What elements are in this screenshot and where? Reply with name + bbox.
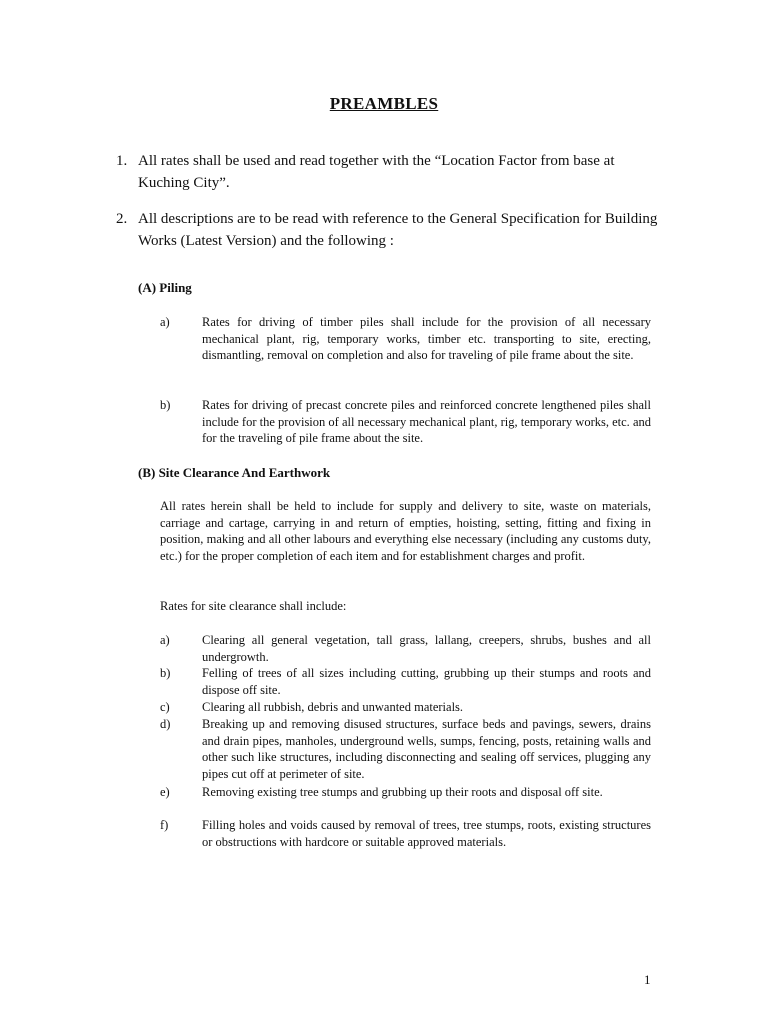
list-item-label: b) — [160, 398, 171, 412]
list-item-text: Clearing all rubbish, debris and unwanted materials. — [202, 700, 464, 714]
list-item-text: Rates for driving of timber piles shall include for the provision of all necessary mechanical plant, rig, temporary works, timber etc. transporting to site, erecting, dismantling, removal on completion and also for traveling of pile frame about the site. — [202, 315, 651, 363]
list-item-text: Breaking up and removing disused structures, surface beds and pavings, sewers, drains and drain pipes, manholes, underground wells, sumps, fencing, posts, retaining walls and other such like structures, including disconnecting and sealing off services, plugging any pipes cut off at perimeter of site. — [202, 717, 651, 781]
section-lead-text: Rates for site clearance shall include: — [160, 599, 347, 613]
item-text-1: All rates shall be used and read together with the “Location Factor from base at Kuching City”. — [138, 153, 615, 191]
list-item-label: d) — [160, 717, 171, 731]
list-item-label: c) — [160, 700, 170, 714]
page-title: PREAMBLES — [329, 94, 439, 113]
list-item-text: Rates for driving of precast concrete piles and reinforced concrete lengthened piles shall include for the provision of all necessary mechanical plant, rig, temporary works, etc. and for the traveling of pile frame about the site. — [202, 398, 651, 446]
list-item-label: b) — [160, 666, 171, 680]
item-number-1: 1. — [116, 153, 128, 169]
list-item-label: f) — [160, 818, 169, 832]
section-heading-piling: (A) Piling — [138, 280, 192, 295]
page-number: 1 — [644, 972, 651, 987]
list-item-label: a) — [160, 315, 170, 329]
list-item-label: e) — [160, 785, 170, 799]
section-intro-paragraph: All rates herein shall be held to include for supply and delivery to site, waste on materials, carriage and cartage, carrying in and return of empties, hoisting, setting, fitting and fixing in position, making and all other labours and everything else necessary (including any customs duty, etc.) for the proper completion of each item and for establishment charges and profit. — [160, 499, 651, 563]
item-number-2: 2. — [116, 211, 128, 227]
list-item-label: a) — [160, 633, 170, 647]
list-item-text: Filling holes and voids caused by removal of trees, tree stumps, roots, existing structures or obstructions with hardcore or suitable approved materials. — [202, 818, 651, 849]
section-heading-site-clearance: (B) Site Clearance And Earthwork — [138, 465, 331, 480]
list-item-text: Removing existing tree stumps and grubbing up their roots and disposal off site. — [202, 785, 603, 799]
list-item-text: Felling of trees of all sizes including cutting, grubbing up their stumps and roots and dispose off site. — [202, 666, 651, 697]
list-item-text: Clearing all general vegetation, tall grass, lallang, creepers, shrubs, bushes and all undergrowth. — [202, 633, 651, 664]
item-text-2: All descriptions are to be read with reference to the General Specification for Building Works (Latest Version) and the following : — [138, 211, 658, 249]
